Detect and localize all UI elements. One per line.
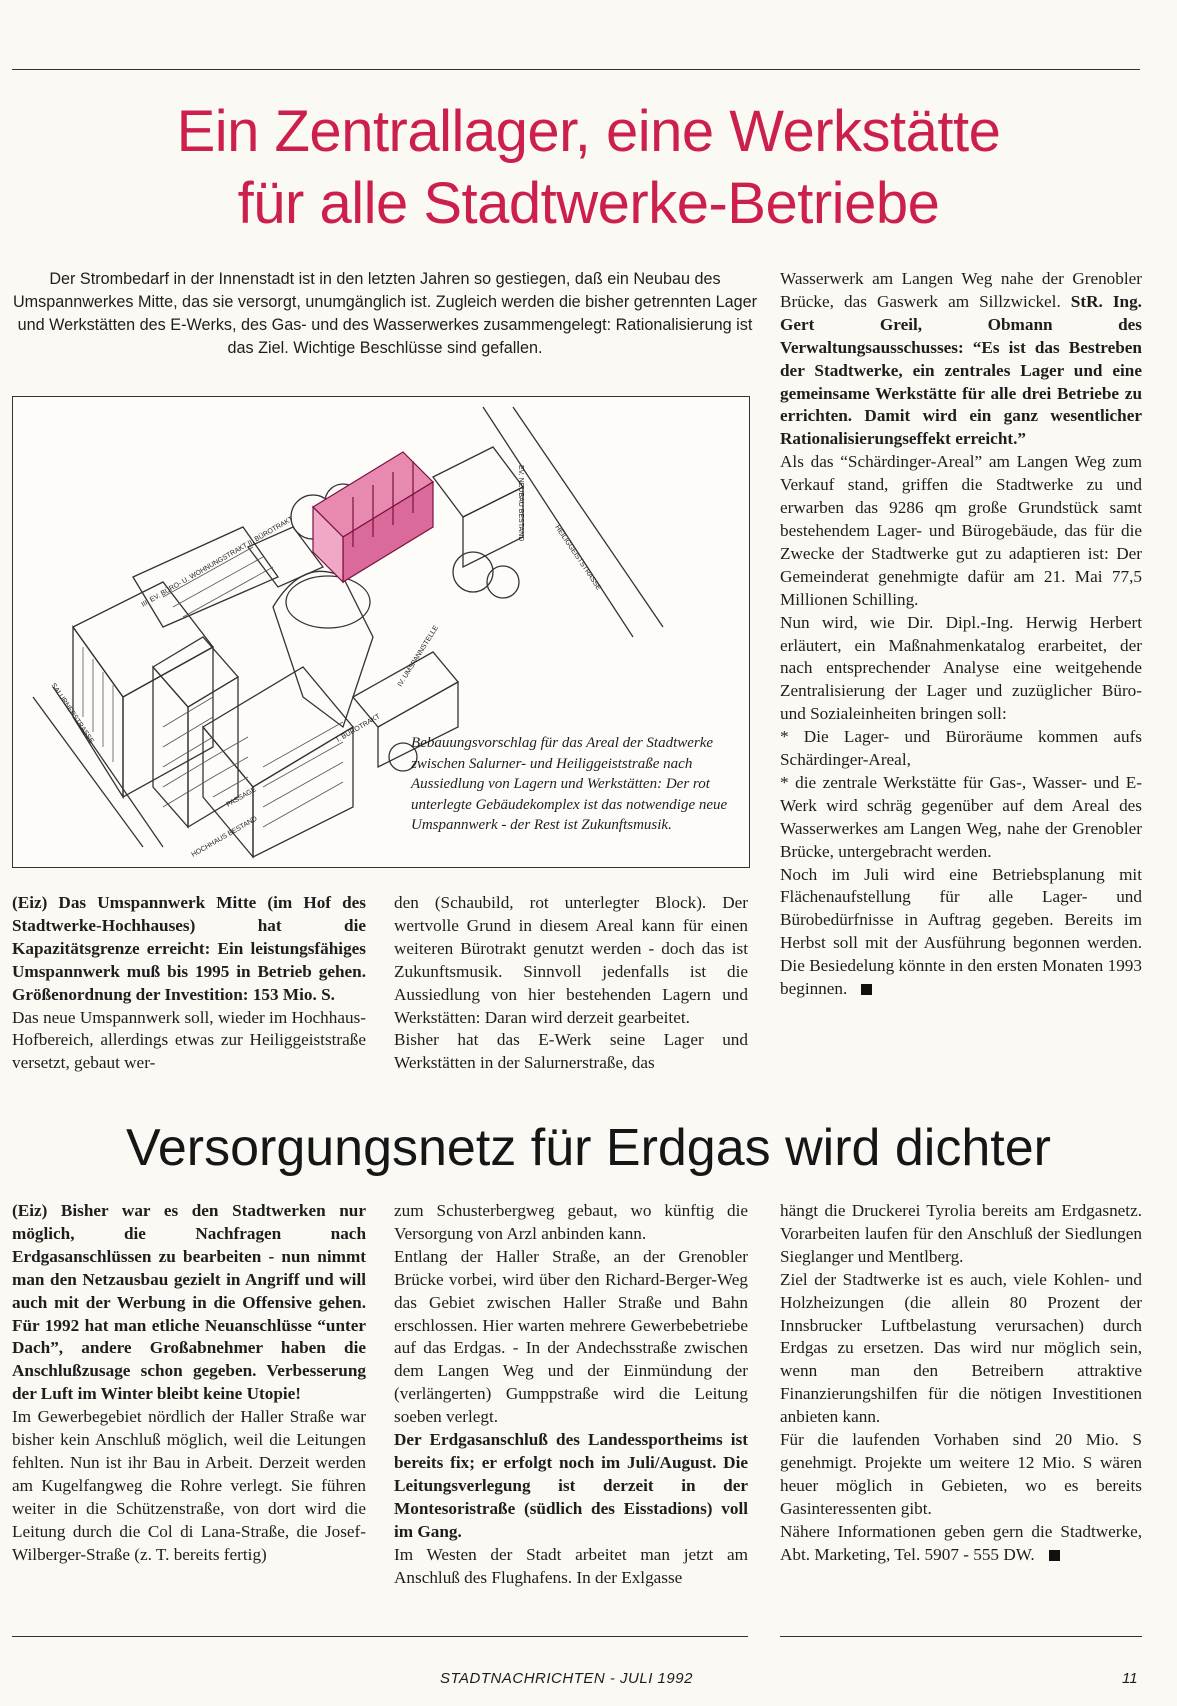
end-mark: [861, 984, 872, 995]
article1-headline-line2: für alle Stadtwerke-Betriebe: [237, 171, 940, 236]
label-umspannstelle: IV. UMSPANNSTELLE: [396, 624, 441, 689]
label-trakt: III. EV. BÜRO- U. WOHNUNGSTRAKT II. BÜROTRAKT: [140, 515, 295, 609]
article1-col3-p1-bold: StR. Ing. Gert Greil, Obmann des Verwaltungsausschusses: “Es ist das Bestreben der Stadtwerke, ein zentrales Lager und eine gemeinsame Werkstätte für alle drei Betriebe zu errichten. Damit wird ein ganz wesentlicher Rationalisierungseffekt erreicht.”: [780, 291, 1142, 449]
article2-col1-bold: (Eiz) Bisher war es den Stadtwerken nur möglich, die Nachfragen nach Erdgasanschlüssen zu bearbeiten - nun nimmt man den Netzausbau gezielt in Angriff und will auch mit der Werbung in die Offensive gehen. Für 1992 hat man etliche Neuanschlüsse “unter Dach”, andere Großabnehmer haben die Anschlußzusage schon gegeben. Verbesserung der Luft im Winter bleibt keine Utopie!: [12, 1201, 366, 1404]
article2-col2-bold: Der Erdgasanschluß des Landessportheims ist bereits fix; er erfolgt noch im Juli/August. Die Leitungsverlegung ist derzeit in der Montesoristraße (südlich des Eisstadions) voll im Gang.: [394, 1430, 748, 1541]
footer-publication: STADTNACHRICHTEN - JULI 1992: [440, 1670, 693, 1687]
article2-col3-p4: Nähere Informationen geben gern die Stadtwerke, Abt. Marketing, Tel. 5907 - 555 DW.: [780, 1521, 1142, 1564]
article2-headline: Versorgungsnetz für Erdgas wird dichter: [126, 1119, 1051, 1177]
article2-col2-p3: Im Westen der Stadt arbeitet man jetzt am Anschluß des Flughafens. In der Exlgasse: [394, 1544, 748, 1587]
article1-col1-bold: (Eiz) Das Umspannwerk Mitte (im Hof des Stadtwerke-Hochhauses) hat die Kapazitätsgrenze erreicht: Ein leistungsfähiges Umspannwerk muß bis 1995 in Betrieb gehen. Größenordnung der Investition: 153 Mio. S.: [12, 893, 366, 1004]
page-number: 11: [1122, 1670, 1138, 1687]
article1-col3-p6: Noch im Juli wird eine Betriebsplanung mit Flächenaufstellung für alle Lager- und Bürobedürfnisse in Auftrag gegeben. Bereits im Herbst soll mit der Ausführung begonnen werden. Die Besiedelung könnte in den ersten Monaten 1993 beginnen.: [780, 864, 1142, 999]
label-salurnerstrasse: SALURNERSTRASSE: [49, 682, 95, 745]
label-buerotrakt: I. BÜROTRAKT: [335, 713, 382, 744]
article1-headline-line1: Ein Zentrallager, eine Werkstätte: [176, 99, 1001, 164]
article1-lead: Der Strombedarf in der Innenstadt ist in den letzten Jahren so gestiegen, daß ein Neubau des Umspannwerkes Mitte, das sie versorgt, unumgänglich ist. Zugleich werden die bisher getrennten Lager und Werkstätten des E-Werks, des Gas- und des Wasserwerkes zusammengelegt: Rationalisierung ist das Ziel. Wichtige Beschlüsse sind gefallen.: [12, 270, 758, 357]
top-rule: [12, 69, 1140, 70]
article1-col2-p1: den (Schaubild, rot unterlegter Block). Der wertvolle Grund in diesem Areal kann für einen weiteren Bürotrakt genutzt werden - doch das ist Zukunftsmusik. Sinnvoll jedenfalls ist die Aussiedlung von hier bestehenden Lagern und Werkstätten: Daran wird derzeit gearbeitet.: [394, 893, 748, 1027]
label-hochhaus: HOCHHAUS BESTAND: [190, 815, 259, 859]
bottom-rule-right: [780, 1636, 1142, 1637]
bottom-rule-left: [12, 1636, 748, 1637]
article2-col3-p3: Für die laufenden Vorhaben sind 20 Mio. S genehmigt. Projekte um weitere 12 Mio. S wären heuer möglich in Gebieten, wo es bereits Gasinteressenten gibt.: [780, 1430, 1142, 1518]
label-neubau: EV. NEUBAU BESTAND: [517, 465, 524, 542]
article1-col3-p4: * Die Lager- und Büroräume kommen aufs Schärdinger-Areal,: [780, 727, 1142, 770]
article2-col2-p2: Entlang der Haller Straße, an der Grenobler Brücke vorbei, wird über den Richard-Berger-Weg das Gebiet zwischen Haller Straße und Bahn erschlossen. Hier warten mehrere Gewerbebetriebe auf das Erdgas. - In der Andechsstraße zwischen dem Langen Weg und der Einmündung der (verlängerten) Gumppstraße wird die Leitung soeben verlegt.: [394, 1246, 748, 1427]
article1-column-3: [780, 268, 1142, 1001]
article1-col1-text: Das neue Umspannwerk soll, wieder im Hochhaus-Hofbereich, allerdings etwas zur Heiliggeiststraße versetzt, gebaut wer-: [12, 1007, 366, 1073]
article1-col3-p2: Als das “Schärdinger-Areal” am Langen Weg zum Verkauf stand, griffen die Stadtwerke zu und erwarben das 9286 qm große Grundstück samt bestehendem Lager- und Bürogebäude, das für die Zwecke der Stadtwerke gut zu adaptieren ist: Der Gemeinderat genehmigte dafür am 21. Mai 77,5 Millionen Schilling.: [780, 452, 1142, 609]
article1-col3-p3: Nun wird, wie Dir. Dipl.-Ing. Herwig Herbert erläutert, ein Maßnahmenkatalog erarbeitet, der nach entsprechender Analyse eine weitgehende Zentralisierung der Lager und zuzüglicher Büro- und Sozialeinheiten bringen soll:: [780, 612, 1142, 724]
article1-col3-p1-text: Wasserwerk am Langen Weg nahe der Grenobler Brücke, das Gaswerk am Sillzwickel.: [780, 269, 1142, 311]
article2-column-2: [394, 1200, 748, 1589]
article2-col2-p1: zum Schusterbergweg gebaut, wo künftig die Versorgung von Arzl anbinden kann.: [394, 1201, 748, 1243]
site-plan-figure: [12, 396, 750, 868]
label-heiliggeiststrasse: HEILIGGEISTSTRASSE: [553, 524, 603, 592]
article1-column-1: [12, 892, 366, 1075]
label-passage: PASSAGE: [225, 786, 258, 809]
article1-col3-p5: * die zentrale Werkstätte für Gas-, Wasser- und E-Werk wird schräg gegenüber auf dem Areal des Wasserwerkes am Langen Weg, nahe der Grenobler Brücke, untergebracht werden.: [780, 772, 1142, 861]
article2-col3-p2: Ziel der Stadtwerke ist es auch, viele Kohlen- und Holzheizungen (die allein 80 Prozent der Innsbrucker Luftbelastung verursachen) durch Erdgas zu ersetzen. Das wird nur möglich sein, wenn man den Betreibern attraktive Finanzierungshilfen für die nötigen Investitionen anbieten kann.: [780, 1269, 1142, 1427]
figure-caption: Bebauungsvorschlag für das Areal der Stadtwerke zwischen Salurner- und Heiliggeiststraße nach Aussiedlung von Lagern und Werkstätten: Der rot unterlegte Gebäudekomplex ist das notwendige neue Umspannwerk - der Rest ist Zukunftsmusik.: [411, 735, 728, 834]
article1-col2-p2: Bisher hat das E-Werk seine Lager und Werkstätten in der Salurnerstraße, das: [394, 1030, 748, 1073]
article2-column-1: [12, 1200, 366, 1567]
article2-col1-text: Im Gewerbegebiet nördlich der Haller Straße war bisher kein Anschluß möglich, weil die Leitungen fehlten. Nun ist ihr Bau in Arbeit. Derzeit werden am Kugelfangweg die Rohre verlegt. Sie führen weiter in die Schützenstraße, von dort wird die Leitung durch die Col di Lana-Straße, die Josef-Wilberger-Straße (z. T. bereits fertig): [12, 1407, 366, 1564]
article1-column-2: [394, 892, 748, 1075]
article2-col3-p1: hängt die Druckerei Tyrolia bereits am Erdgasnetz. Vorarbeiten laufen für den Anschluß der Siedlungen Sieglanger und Mentlberg.: [780, 1201, 1142, 1266]
end-mark: [1049, 1550, 1060, 1561]
article2-column-3: [780, 1200, 1142, 1567]
